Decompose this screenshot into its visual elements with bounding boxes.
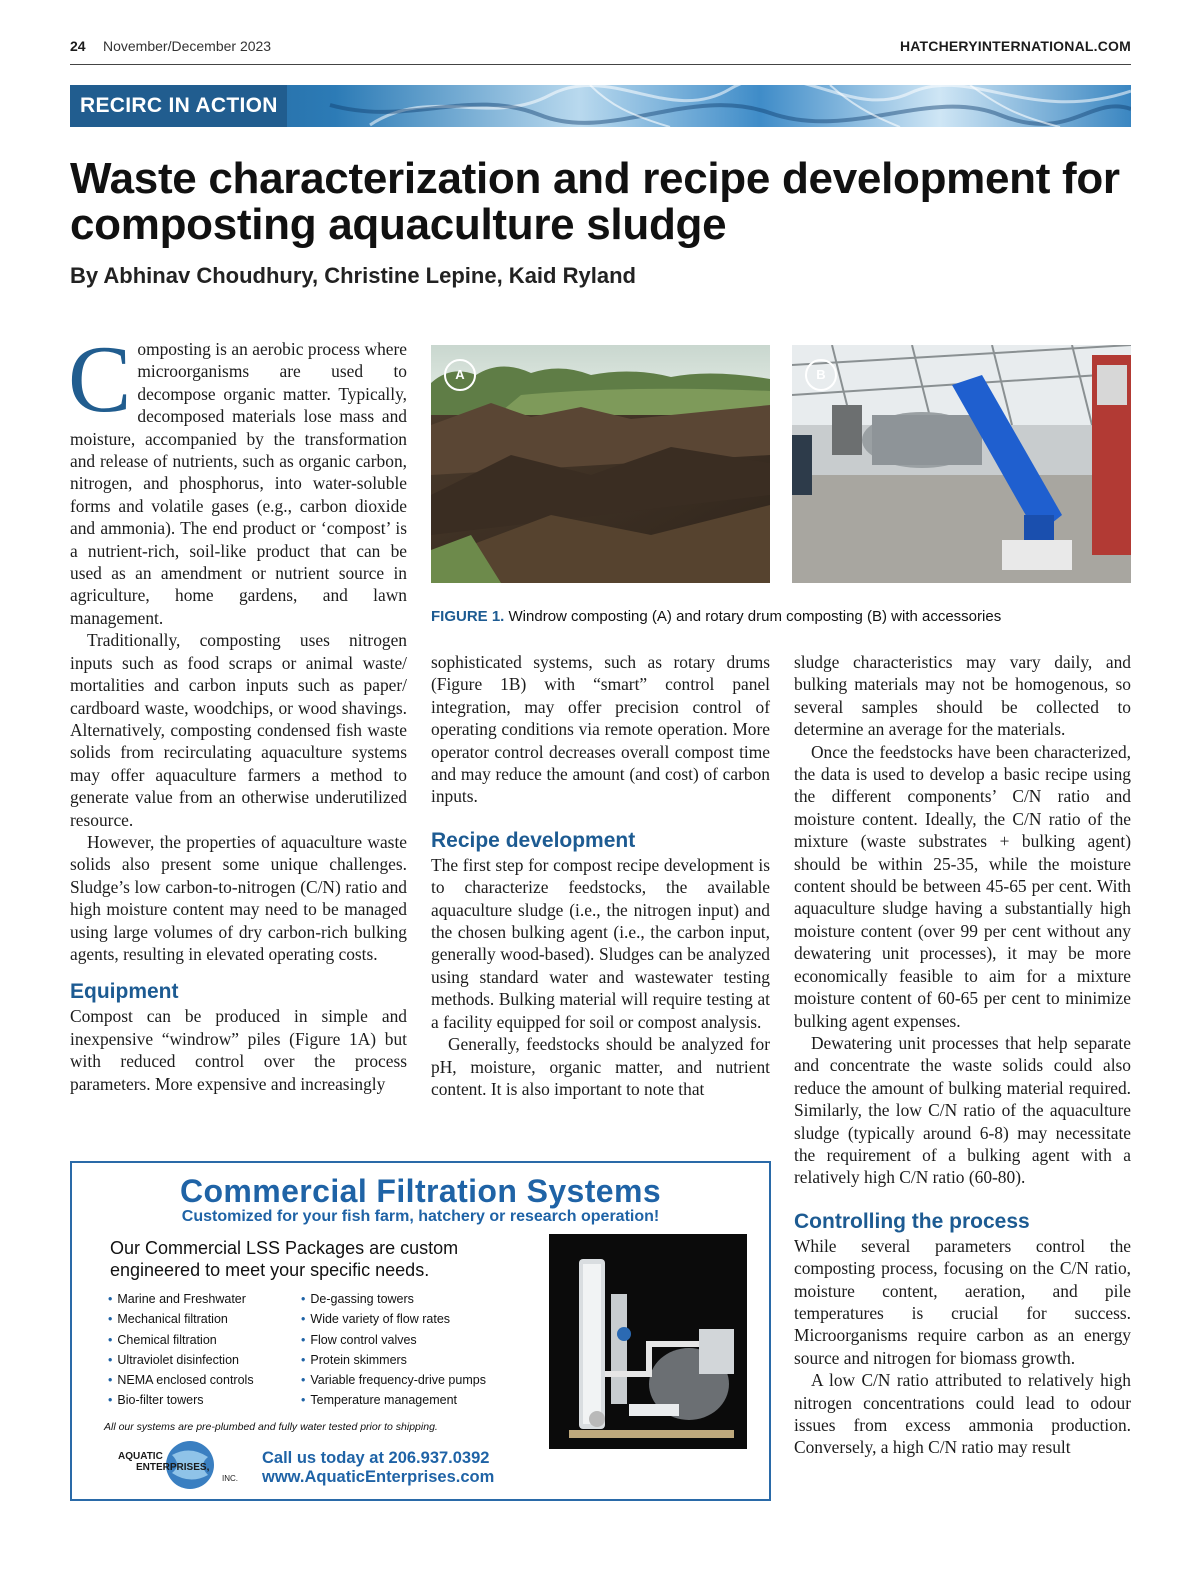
ad-feature-list-left bbox=[108, 1289, 254, 1411]
ad-note: All our systems are pre-plumbed and fully water tested prior to shipping. bbox=[104, 1421, 438, 1433]
list-item: • Ultraviolet disinfection bbox=[108, 1350, 254, 1370]
body-paragraph: Compost can be produced in simple and inexpensive “windrow” piles (Figure 1A) but with reduced control over the process parameters. More expensive and increasingly bbox=[70, 1006, 407, 1094]
list-item: • Marine and Freshwater bbox=[108, 1289, 254, 1309]
ad-phone[interactable]: Call us today at 206.937.0392 bbox=[262, 1449, 490, 1467]
page-header bbox=[70, 36, 1131, 65]
ad-product-photo bbox=[549, 1234, 747, 1449]
body-paragraph: While several parameters control the composting process, focusing on the C/N ratio, moisture content, aeration, and pile temperatures is crucial for success. Microorganisms require carbon as an energy source and nitrogen for biomass growth. bbox=[794, 1235, 1131, 1368]
figure-badge-a: A bbox=[444, 359, 476, 391]
figure-photo-windrow bbox=[431, 345, 770, 583]
logo-globe-icon bbox=[112, 1437, 262, 1493]
article-column-1 bbox=[68, 326, 407, 1095]
aquatic-enterprises-logo[interactable] bbox=[112, 1437, 262, 1493]
article-column-2 bbox=[431, 651, 770, 1100]
body-paragraph: Once the feedstocks have been characterized, the data is used to develop a basic recipe using the different components’ C/N ratio and moisture content. Ideally, the C/N ratio of the mixture (waste substrates + bulking agent) should be within 25-35, while the moisture content should be between 45-65 per cent. With aquaculture sludge having a substantially high moisture content (over 99 per cent without any dewatering unit processes), it may be more economically feasible to aim for a mixture moisture content of 60-65 per cent to minimize bulking agent expenses. bbox=[794, 741, 1131, 1031]
ad-contact bbox=[262, 1449, 494, 1487]
paragraph-text: omposting is an aerobic process where microorganisms are used to decompose organic matter. Typically, decomposed materials lose mass and moisture, accompanied by the transformation and release of nutrients, such as organic carbon, nitrogen, and phosphorus, into water-soluble forms and volatile gases (e.g., carbon dioxide and ammonia). The end product or ‘compost’ is a nutrient-rich, soil-like product that can be used as an amendment or nutrient source in agriculture, home gardens, and lawn management. bbox=[70, 339, 407, 628]
article-title: Waste characterization and recipe development for composting aquaculture sludge bbox=[70, 154, 1120, 249]
logo-text-line-1: AQUATIC bbox=[118, 1451, 163, 1462]
subheading-equipment: Equipment bbox=[70, 980, 179, 1004]
list-item: • Chemical filtration bbox=[108, 1330, 254, 1350]
figure-badge-b: B bbox=[805, 359, 837, 391]
list-item: • Protein skimmers bbox=[301, 1350, 486, 1370]
body-paragraph: The first step for compost recipe development is to characterize feedstocks, the available aquaculture sludge (i.e., the nitrogen input) and the chosen bulking agent (i.e., the carbon input, generally wood-based). Sludges can be analyzed using standard water and wastewater testing methods. Bulking material will require testing at a facility equipped for soil or compost analysis. bbox=[431, 854, 770, 1032]
list-item: • Bio-filter towers bbox=[108, 1390, 254, 1410]
filtration-system-image bbox=[549, 1234, 747, 1449]
body-paragraph: However, the properties of aquaculture waste solids also present some unique challenges. Sludge’s low carbon-to-nitrogen (C/N) ratio and high moisture content may need to be managed using large volumes of dry carbon-rich bulking agents, resulting in elevated operating costs. bbox=[70, 831, 407, 964]
list-item: • Temperature management bbox=[301, 1390, 486, 1410]
ad-intro-text: Our Commercial LSS Packages are custom engineered to meet your specific needs. bbox=[110, 1238, 459, 1280]
figure-caption-text: Windrow composting (A) and rotary drum composting (B) with accessories bbox=[504, 608, 1002, 625]
list-item: • Flow control valves bbox=[301, 1330, 486, 1350]
list-item: • Mechanical filtration bbox=[108, 1309, 254, 1329]
list-item: • Variable frequency-drive pumps bbox=[301, 1370, 486, 1390]
article-column-3 bbox=[794, 651, 1131, 1459]
subheading-recipe-development: Recipe development bbox=[431, 828, 636, 852]
list-item: • NEMA enclosed controls bbox=[108, 1370, 254, 1390]
windrow-composting-image bbox=[431, 345, 770, 583]
drop-cap: C bbox=[68, 326, 132, 432]
ad-website-link[interactable]: www.AquaticEnterprises.com bbox=[262, 1468, 495, 1486]
page-number: 24 bbox=[70, 38, 86, 54]
rotary-drum-composting-image bbox=[792, 345, 1131, 583]
logo-text-line-3: INC. bbox=[222, 1474, 238, 1483]
advertisement-box[interactable] bbox=[70, 1161, 771, 1501]
figure-caption bbox=[431, 608, 1001, 625]
site-url[interactable]: HATCHERYINTERNATIONAL.COM bbox=[899, 38, 1131, 54]
body-paragraph: Dewatering unit processes that help separate and concentrate the waste solids could also reduce the amount of bulking material required. Similarly, the low C/N ratio of the aquaculture sludge (typically around 6-8) may necessitate the requirement of a bulking agent with a relatively high C/N ratio (60-80). bbox=[794, 1032, 1131, 1188]
logo-text-line-2: ENTERPRISES, bbox=[136, 1462, 210, 1473]
body-paragraph: Generally, feedstocks should be analyzed for pH, moisture, organic matter, and nutrient content. It is also important to note that bbox=[431, 1034, 770, 1099]
figure-photo-rotary-drum bbox=[792, 345, 1131, 583]
issue-date: November/December 2023 bbox=[103, 38, 272, 54]
section-banner bbox=[70, 85, 1131, 127]
section-label: RECIRC IN ACTION bbox=[70, 85, 287, 127]
body-paragraph: sludge characteristics may vary daily, and bulking materials may not be homogenous, so several samples should be collected to determine an average for the materials. bbox=[794, 652, 1131, 740]
body-paragraph: sophisticated systems, such as rotary drums (Figure 1B) with “smart” control panel integration, may offer precision control of operating conditions via remote operation. More operator control decreases overall compost time and may reduce the amount (and cost) of carbon inputs. bbox=[431, 652, 770, 807]
ad-feature-list-right bbox=[301, 1289, 486, 1411]
ad-title: Commercial Filtration Systems bbox=[179, 1173, 662, 1209]
figure-caption-label: FIGURE 1. bbox=[431, 608, 505, 625]
subheading-controlling-the-process: Controlling the process bbox=[794, 1209, 1030, 1233]
intro-paragraph bbox=[68, 326, 407, 629]
list-item: • De-gassing towers bbox=[301, 1289, 486, 1309]
body-paragraph: A low C/N ratio attributed to relatively high nitrogen concentrations could lead to odour issues from excess ammonia production. Conversely, a high C/N ratio may result bbox=[794, 1370, 1131, 1458]
body-paragraph: Traditionally, composting uses nitrogen inputs such as food scraps or animal waste/ mortalities and carbon inputs such as paper/ cardboard waste, woodchips, or wood shavings. Alternatively, composting condensed fish waste solids from recirculating aquaculture systems may offer aquaculture farmers a method to generate value from an otherwise underutilized resource. bbox=[70, 630, 407, 830]
list-item: • Wide variety of flow rates bbox=[301, 1309, 486, 1329]
ad-subtitle: Customized for your fish farm, hatchery or research operation! bbox=[181, 1208, 660, 1225]
article-byline: By Abhinav Choudhury, Christine Lepine, Kaid Ryland bbox=[70, 263, 636, 288]
